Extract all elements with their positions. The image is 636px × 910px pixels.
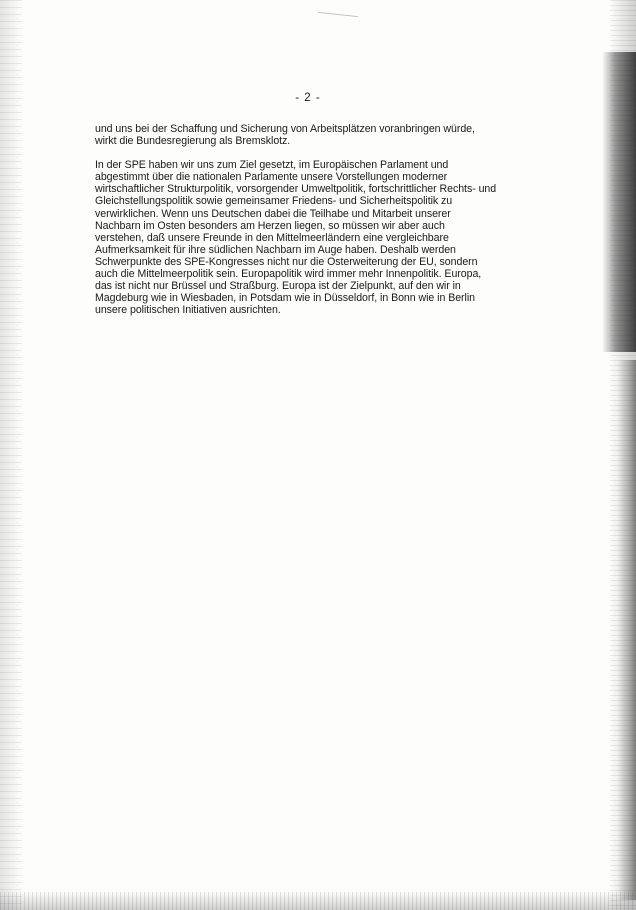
text-line: wirtschaftlicher Strukturpolitik, vorsorgender Umweltpolitik, fortschrittlicher Rechts- und (95, 183, 497, 196)
text-line: In der SPE haben wir uns zum Ziel gesetzt, im Europäischen Parlament und (95, 159, 449, 172)
scan-mark (318, 12, 358, 17)
scan-shadow-right-lower (618, 360, 636, 900)
text-line: verstehen, daß unsere Freunde in den Mittelmeerländern eine vergleichbare (95, 231, 449, 244)
paragraph-2 (95, 159, 515, 316)
text-line: Schwerpunkte des SPE-Kongresses nicht nur die Osterweiterung der EU, sondern (95, 255, 478, 268)
page-number: - 2 - (295, 92, 321, 104)
paragraph-1 (95, 123, 515, 147)
body-text (95, 123, 515, 328)
scan-edge-left (0, 0, 22, 910)
text-line: Nachbarn im Osten besonders am Herzen liegen, so müssen wir aber auch (95, 219, 445, 232)
text-line: unsere politischen Initiativen ausrichten. (95, 304, 281, 317)
text-line: Aufmerksamkeit für ihre südlichen Nachbarn im Auge haben. Deshalb werden (95, 243, 456, 256)
text-line: wirkt die Bundesregierung als Bremsklotz. (95, 135, 291, 148)
text-line: das ist nicht nur Brüssel und Straßburg. Europa ist der Zielpunkt, auf den wir in (95, 280, 461, 293)
text-line: abgestimmt über die nationalen Parlamente unsere Vorstellungen moderner (95, 171, 448, 184)
text-line: auch die Mittelmeerpolitik sein. Europapolitik wird immer mehr Innenpolitik. Europa, (95, 268, 482, 281)
text-line: Magdeburg wie in Wiesbaden, in Potsdam wie in Düsseldorf, in Bonn wie in Berlin (95, 292, 475, 305)
text-line: verwirklichen. Wenn uns Deutschen dabei die Teilhabe und Mitarbeit unserer (95, 207, 451, 220)
scan-edge-bottom (0, 892, 636, 910)
text-line: und uns bei der Schaffung und Sicherung von Arbeitsplätzen voranbringen würde, (95, 123, 475, 135)
text-line: Gleichstellungspolitik sowie gemeinsamer Friedens- und Sicherheitspolitik zu (95, 195, 453, 208)
